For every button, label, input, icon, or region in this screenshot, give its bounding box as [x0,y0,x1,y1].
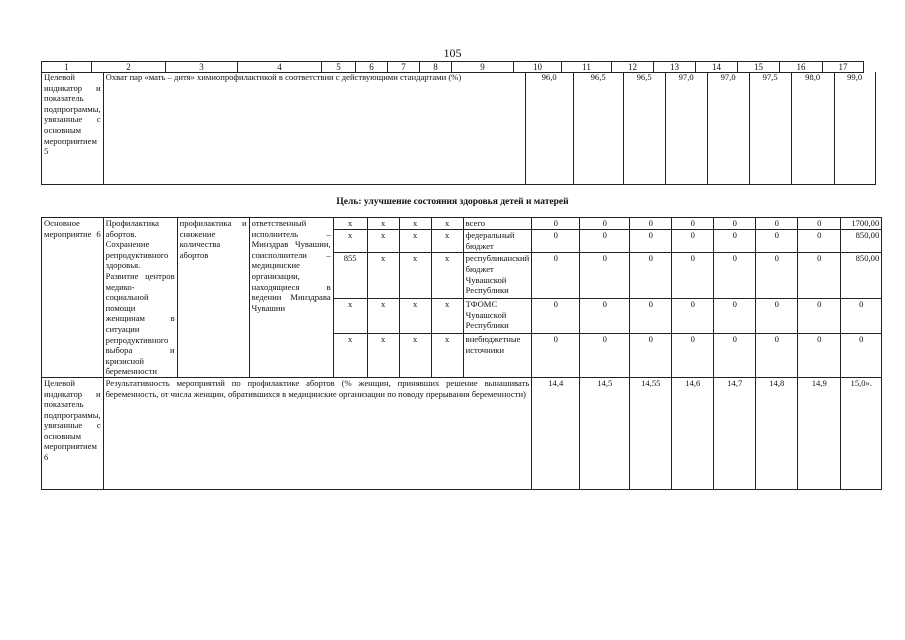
row-all-v16: 0 [798,218,841,230]
indicator-5-value-17: 99,0 [834,72,875,184]
row-tfoms-c8: x [431,299,463,334]
row-extra-c5: x [333,334,367,378]
row-federal-v12: 0 [630,230,672,253]
row-extra-v14: 0 [714,334,756,378]
row-all-v15: 0 [756,218,798,230]
measure-6-table [41,217,882,490]
row-federal-source: федеральный бюджет [463,230,532,253]
header-col-10: 10 [514,62,562,73]
row-extra-v11: 0 [580,334,630,378]
row-tfoms-v11: 0 [580,299,630,334]
header-col-14: 14 [696,62,738,73]
row-all-v17: 1700,00 [841,218,882,230]
row-extra-v10: 0 [532,334,580,378]
row-federal-v13: 0 [672,230,714,253]
row-federal-v16: 0 [798,230,841,253]
row-federal-c6: x [367,230,399,253]
row-extra-c7: x [399,334,431,378]
row-tfoms-v17: 0 [841,299,882,334]
indicator-5-value-10: 96,0 [525,72,573,184]
row-all-v14: 0 [714,218,756,230]
row-republic-source: республиканский бюджет Чувашской Республики [463,253,532,299]
row-extra-c6: x [367,334,399,378]
header-col-15: 15 [738,62,780,73]
row-extra-source: внебюджетные источники [463,334,532,378]
header-col-8: 8 [420,62,452,73]
row-federal-c8: x [431,230,463,253]
row-federal-v14: 0 [714,230,756,253]
table-row [42,218,882,230]
measure-6-label: Основное мероприятие 6 [42,218,104,378]
header-col-5: 5 [322,62,356,73]
indicator-5-value-14: 97,0 [707,72,749,184]
indicator-6-value-10: 14,4 [532,377,580,489]
row-republic-v10: 0 [532,253,580,299]
page-number: 105 [443,46,462,60]
row-extra-v15: 0 [756,334,798,378]
row-all-v12: 0 [630,218,672,230]
row-tfoms-source: ТФОМС Чувашской Республики [463,299,532,334]
indicator-5-text: Охват пар «мать – дитя» химиопрофилактикой в соответствии с действующими стандартами (%) [103,72,525,184]
row-extra-v17: 0 [841,334,882,378]
header-col-11: 11 [562,62,612,73]
indicator-6-value-15: 14,8 [756,377,798,489]
row-republic-v11: 0 [580,253,630,299]
row-all-c7: x [399,218,431,230]
row-tfoms-v13: 0 [672,299,714,334]
measure-6-executor: ответственный исполнитель – Минздрав Чувашии, соисполнители – медицинские организации, находящиеся в ведении Минздрава Чувашии [249,218,333,378]
header-col-4: 4 [238,62,322,73]
header-col-6: 6 [356,62,388,73]
row-all-source: всего [463,218,532,230]
indicator-6-value-17: 15,0». [841,377,882,489]
indicator-5-value-12: 96,5 [623,72,665,184]
row-all-v11: 0 [580,218,630,230]
row-tfoms-v16: 0 [798,299,841,334]
header-col-12: 12 [612,62,654,73]
header-col-1: 1 [42,62,92,73]
indicator-6-text: Результативность мероприятий по профилактике абортов (% женщин, принявших решение вынашивать беременность, от числа женщин, обратившихся в медицинские организации по поводу прерывания беременности) [103,377,532,489]
row-federal-c7: x [399,230,431,253]
row-extra-v16: 0 [798,334,841,378]
row-all-v10: 0 [532,218,580,230]
indicator-5-value-13: 97,0 [665,72,707,184]
row-all-c6: x [367,218,399,230]
indicator-5-table [41,72,876,185]
indicator-6-value-16: 14,9 [798,377,841,489]
row-republic-v14: 0 [714,253,756,299]
row-extra-v12: 0 [630,334,672,378]
row-tfoms-v15: 0 [756,299,798,334]
table-row [42,377,882,489]
row-tfoms-v10: 0 [532,299,580,334]
indicator-5-value-16: 98,0 [791,72,834,184]
row-federal-c5: x [333,230,367,253]
row-extra-v13: 0 [672,334,714,378]
indicator-6-value-11: 14,5 [580,377,630,489]
row-federal-v11: 0 [580,230,630,253]
row-federal-v10: 0 [532,230,580,253]
header-col-13: 13 [654,62,696,73]
row-all-c5: x [333,218,367,230]
row-republic-v12: 0 [630,253,672,299]
header-col-17: 17 [823,62,864,73]
row-republic-c6: x [367,253,399,299]
row-all-c8: x [431,218,463,230]
measure-6-description: Профилактика абортов. Сохранение репродуктивного здоровья. Развитие центров медико-социальной помощи женщинам в ситуации репродуктивного выбора и кризисной беременности [103,218,177,378]
measure-6-goal: профилактика и снижение количества абортов [177,218,249,378]
row-tfoms-c5: x [333,299,367,334]
row-republic-c7: x [399,253,431,299]
row-republic-v13: 0 [672,253,714,299]
header-col-9: 9 [452,62,514,73]
row-extra-c8: x [431,334,463,378]
row-republic-v17: 850,00 [841,253,882,299]
row-tfoms-c6: x [367,299,399,334]
row-republic-v15: 0 [756,253,798,299]
header-col-2: 2 [92,62,166,73]
row-all-v13: 0 [672,218,714,230]
header-col-3: 3 [166,62,238,73]
row-federal-v17: 850,00 [841,230,882,253]
row-republic-v16: 0 [798,253,841,299]
indicator-6-value-14: 14,7 [714,377,756,489]
header-col-16: 16 [780,62,823,73]
header-col-7: 7 [388,62,420,73]
indicator-5-value-11: 96,5 [573,72,623,184]
indicator-6-value-12: 14,55 [630,377,672,489]
indicator-6-value-13: 14,6 [672,377,714,489]
indicator-5-value-15: 97,5 [749,72,791,184]
row-tfoms-c7: x [399,299,431,334]
row-tfoms-v14: 0 [714,299,756,334]
row-republic-c5: 855 [333,253,367,299]
row-tfoms-v12: 0 [630,299,672,334]
row-republic-c8: x [431,253,463,299]
row-federal-v15: 0 [756,230,798,253]
indicator-6-label: Целевой индикатор и показатель подпрограммы, увязанные с основным мероприятием 6 [42,377,104,489]
indicator-5-label: Целевой индикатор и показатель подпрограммы, увязанные с основным мероприятием 5 [42,72,104,184]
section-title: Цель: улучшение состояния здоровья детей и матерей [336,197,569,207]
